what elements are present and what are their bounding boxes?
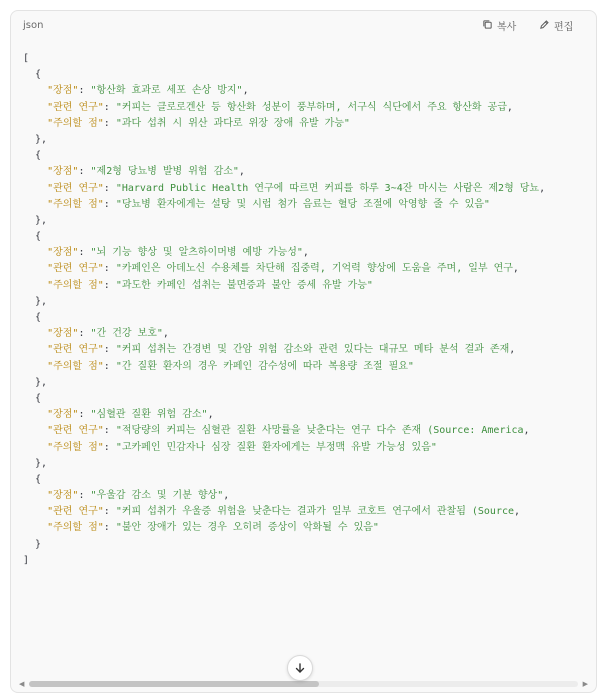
pros-key: "장점" (47, 247, 79, 259)
colon: : (78, 166, 91, 178)
object-close-brace: }, (23, 376, 48, 388)
code-line (23, 488, 596, 504)
research-key: "관련 연구" (47, 101, 104, 113)
code-line (23, 520, 596, 536)
colon: : (103, 441, 116, 453)
object-close-brace: }, (23, 295, 48, 307)
code-line (23, 537, 596, 553)
colon: : (103, 101, 116, 113)
object-open-brace: { (23, 312, 42, 323)
pros-key: "장점" (47, 85, 79, 97)
comma: , (238, 166, 245, 178)
code-line (23, 456, 596, 472)
indent (23, 522, 47, 533)
caution-value: "과도한 카페인 섭취는 불면증과 불안 증세 유발 가능" (115, 279, 373, 291)
code-line (23, 553, 596, 569)
pros-key: "장점" (47, 490, 79, 502)
caution-value: "고카페인 민감자나 심장 질환 환자에게는 부정맥 유발 가능성 있음" (115, 441, 437, 453)
research-key: "관련 연구" (47, 344, 104, 356)
comma: , (242, 85, 249, 97)
object-open-brace: { (23, 231, 42, 243)
pros-value: "제2형 당뇨병 발병 위험 감소" (90, 166, 239, 178)
code-line (23, 132, 596, 148)
open-bracket: [ (23, 53, 30, 64)
scroll-left-arrow-icon[interactable]: ◀ (19, 680, 25, 688)
object-close-brace: }, (23, 133, 48, 145)
pros-value: "간 건강 보호" (90, 328, 163, 340)
caution-key: "주의할 점" (47, 522, 104, 534)
comma: , (302, 247, 309, 259)
object-open-brace: { (23, 69, 42, 81)
pros-key: "장점" (47, 328, 79, 340)
object-close-brace: }, (23, 214, 48, 226)
object-open-brace: { (23, 150, 42, 162)
indent (23, 199, 47, 210)
copy-button-label: 복사 (497, 22, 517, 33)
copy-button[interactable] (482, 18, 516, 33)
arrow-down-icon (294, 659, 306, 678)
code-line (23, 245, 596, 261)
colon: : (78, 328, 91, 340)
indent (23, 425, 47, 436)
colon: : (78, 409, 91, 421)
indent (23, 263, 47, 274)
research-key: "관련 연구" (47, 182, 104, 194)
caution-key: "주의할 점" (47, 117, 104, 129)
research-value: "커피 섭취가 우울증 위험을 낮춘다는 결과가 일부 코호트 연구에서 관찰됨 (Source (115, 506, 515, 518)
indent (23, 344, 47, 355)
code-line (23, 278, 596, 294)
code-language-label: json (23, 20, 44, 31)
colon: : (103, 182, 116, 194)
comma: , (509, 344, 516, 356)
code-line (23, 229, 596, 245)
comma: , (523, 425, 530, 437)
code-line (23, 472, 596, 488)
colon: : (78, 490, 91, 502)
code-line (23, 51, 596, 67)
comma: , (539, 182, 546, 194)
indent (23, 102, 47, 113)
indent (23, 506, 47, 517)
colon: : (78, 85, 91, 97)
comma: , (207, 409, 214, 421)
colon: : (103, 263, 116, 275)
indent (23, 166, 47, 177)
object-close-brace: }, (23, 457, 48, 469)
research-key: "관련 연구" (47, 263, 104, 275)
indent (23, 183, 47, 194)
code-text (11, 51, 596, 569)
comma: , (512, 263, 519, 275)
research-value: "커피 섭취는 간경변 및 간암 위험 감소와 관련 있다는 대규모 메타 분석 결과 존재 (115, 344, 510, 356)
caution-value: "간 질환 환자의 경우 카페인 감수성에 따라 복용량 조절 필요" (115, 360, 414, 372)
colon: : (103, 279, 116, 291)
code-line (23, 67, 596, 83)
research-key: "관련 연구" (47, 425, 104, 437)
code-content[interactable] (11, 51, 596, 676)
colon: : (103, 425, 116, 437)
research-value: "커피는 클로로겐산 등 항산화 성분이 풍부하며, 서구식 식단에서 주요 항산화 공급 (115, 101, 507, 113)
caution-value: "불안 장애가 있는 경우 오히려 증상이 악화될 수 있음" (115, 522, 379, 534)
caution-key: "주의할 점" (47, 360, 104, 372)
caution-key: "주의할 점" (47, 441, 104, 453)
edit-button-label: 편집 (554, 22, 574, 33)
comma: , (162, 328, 169, 340)
code-line (23, 181, 596, 197)
caution-key: "주의할 점" (47, 279, 104, 291)
code-line (23, 197, 596, 213)
code-line (23, 261, 596, 277)
research-key: "관련 연구" (47, 506, 104, 518)
object-open-brace: { (23, 473, 42, 485)
code-line (23, 440, 596, 456)
colon: : (103, 117, 116, 129)
pros-value: "심혈관 질환 위험 감소" (90, 409, 208, 421)
indent (23, 490, 47, 501)
code-line (23, 148, 596, 164)
code-line (23, 213, 596, 229)
code-line (23, 342, 596, 358)
horizontal-scrollbar[interactable] (19, 680, 588, 688)
code-block (10, 10, 597, 693)
code-line (23, 326, 596, 342)
scroll-down-button[interactable] (287, 655, 313, 681)
indent (23, 118, 47, 129)
code-line (23, 116, 596, 132)
code-line (23, 100, 596, 116)
pros-value: "항산화 효과로 세포 손상 방지" (90, 85, 243, 97)
code-line (23, 391, 596, 407)
code-line (23, 294, 596, 310)
caution-value: "과다 섭취 시 위산 과다로 위장 장애 유발 가능" (115, 117, 350, 129)
code-block-header (11, 11, 596, 43)
colon: : (103, 198, 116, 210)
object-close-brace: } (23, 538, 42, 550)
indent (23, 409, 47, 420)
pros-value: "우울감 감소 및 기분 향상" (90, 490, 224, 502)
colon: : (103, 522, 116, 534)
colon: : (103, 506, 116, 518)
scrollbar-thumb[interactable] (29, 681, 319, 687)
caution-value: "당뇨병 환자에게는 설탕 및 시럽 첨가 음료는 혈당 조절에 악영향 줄 수 있음" (115, 198, 490, 210)
colon: : (103, 360, 116, 372)
colon: : (103, 344, 116, 356)
code-line (23, 359, 596, 375)
research-value: "적당량의 커피는 심혈관 질환 사망률을 낮춘다는 연구 다수 존재 (Source: America (115, 425, 524, 437)
copy-icon (482, 19, 493, 33)
code-line (23, 164, 596, 180)
indent (23, 442, 47, 453)
indent (23, 328, 47, 339)
close-bracket: ] (23, 554, 30, 566)
pencil-icon (539, 19, 550, 33)
code-line (23, 423, 596, 439)
indent (23, 85, 47, 96)
research-value: "Harvard Public Health 연구에 따르면 커피를 하루 3~4잔 마시는 사람은 제2형 당뇨 (115, 182, 540, 194)
code-line (23, 310, 596, 326)
comma: , (506, 101, 513, 113)
comma: , (514, 506, 521, 518)
indent (23, 247, 47, 258)
pros-key: "장점" (47, 409, 79, 421)
code-line (23, 407, 596, 423)
object-open-brace: { (23, 392, 42, 404)
indent (23, 280, 47, 291)
scroll-right-arrow-icon[interactable]: ▶ (582, 680, 588, 688)
code-line (23, 375, 596, 391)
caution-key: "주의할 점" (47, 198, 104, 210)
comma: , (223, 490, 230, 502)
pros-key: "장점" (47, 166, 79, 178)
code-line (23, 504, 596, 520)
colon: : (78, 247, 91, 259)
edit-button[interactable] (539, 18, 573, 33)
pros-value: "뇌 기능 향상 및 알츠하이머병 예방 가능성" (90, 247, 303, 259)
research-value: "카페인은 아데노신 수용체를 차단해 집중력, 기억력 향상에 도움을 주며, 일부 연구 (115, 263, 513, 275)
code-line (23, 83, 596, 99)
indent (23, 361, 47, 372)
